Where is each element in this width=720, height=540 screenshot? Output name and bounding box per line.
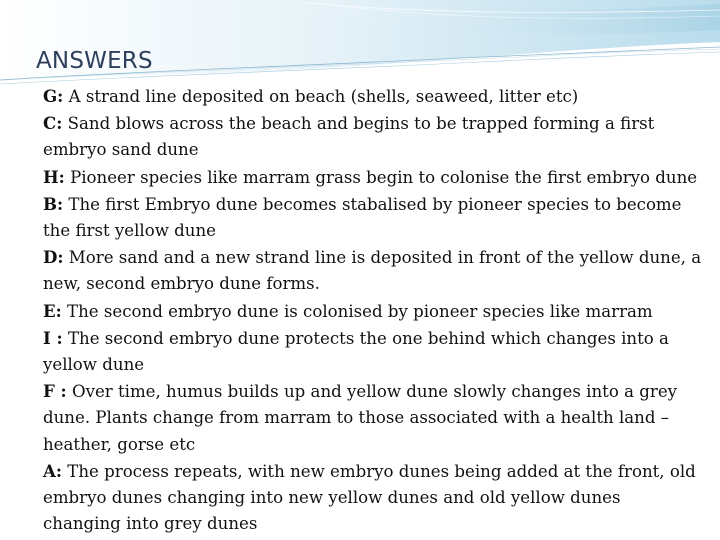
header-wave-decoration [0,0,720,90]
answer-key: H: [43,166,65,187]
list-item [43,244,703,297]
list-item [43,298,703,325]
answer-key: B: [43,193,64,214]
list-item [43,325,703,378]
list-item [43,378,703,458]
page-title: ANSWERS [36,48,153,74]
answer-text: Over time, humus builds up and yellow dune slowly changes into a grey dune. Plants change from marram to those associated with a health land – heather, gorse etc [43,382,678,454]
list-item [43,110,703,163]
answer-text: The process repeats, with new embryo dunes being added at the front, old embryo dunes changing into new yellow dunes and old yellow dunes changing into grey dunes [43,461,696,534]
answer-key: D: [43,247,64,268]
answer-key: F : [43,381,67,402]
answer-key: I : [43,327,63,348]
answer-text: Sand blows across the beach and begins to be trapped forming a first embryo sand dune [43,114,655,160]
list-item [43,164,703,191]
list-item [43,458,703,538]
answer-text: A strand line deposited on beach (shells, seaweed, litter etc) [63,87,579,106]
answer-text: The second embryo dune protects the one behind which changes into a yellow dune [43,328,669,375]
answer-text: The second embryo dune is colonised by pioneer species like marram [61,301,653,321]
list-item [43,83,703,110]
answer-key: C: [43,113,63,134]
answer-text: More sand and a new strand line is deposited in front of the yellow dune, a new, second embryo dune forms. [43,248,702,294]
answer-key: A: [43,460,63,481]
answer-list [43,83,703,537]
answer-key: G: [43,86,64,106]
list-item [43,191,703,244]
answer-text: Pioneer species like marram grass begin to colonise the first embryo dune [64,167,698,187]
answer-text: The first Embryo dune becomes stabalised by pioneer species to become the first yellow dune [43,194,682,241]
answer-key: E: [43,300,62,321]
